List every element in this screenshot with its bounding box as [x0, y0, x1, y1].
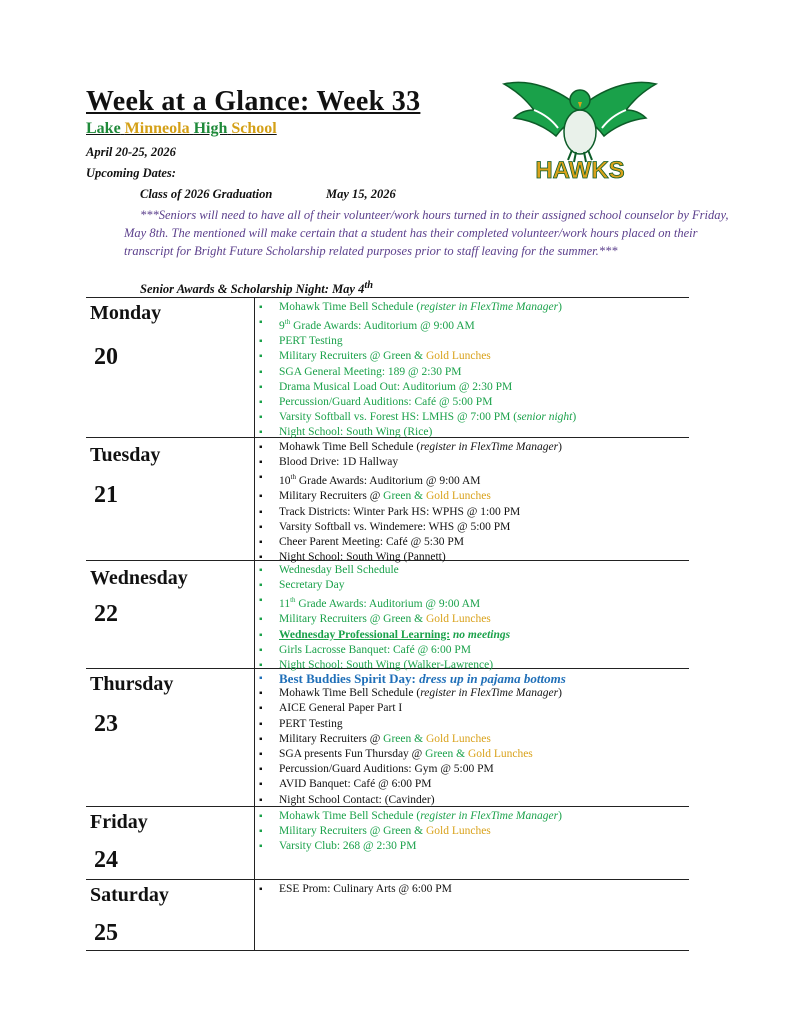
- event-item: ▪ PERT Testing: [259, 334, 689, 349]
- event-item: ▪ Military Recruiters @ Green & Gold Lunches: [259, 732, 689, 747]
- event-list: [255, 561, 689, 672]
- day-cell: [86, 561, 255, 668]
- day-row-wednesday: [86, 561, 689, 672]
- day-name: Thursday: [90, 673, 174, 695]
- seniors-note-text: ***Seniors will need to have all of their volunteer/work hours turned in to their assigned school counselor by Friday, May 8th. The mentioned will make certain that a student has their completed volunteer/work hours placed on their transcript for Bright Future Scholarship related purposes prior to staff leaving for the summer.***: [124, 208, 729, 258]
- day-number: 23: [94, 711, 118, 737]
- event-list: [255, 438, 689, 564]
- day-number: 24: [94, 847, 118, 873]
- event-item: ▪ Cheer Parent Meeting: Café @ 5:30 PM: [259, 535, 689, 550]
- day-name: Friday: [90, 811, 148, 833]
- school-name: [86, 120, 277, 138]
- day-cell: [86, 807, 255, 879]
- senior-awards-line: [140, 280, 373, 297]
- day-name: Wednesday: [90, 567, 188, 589]
- event-item: ▪ Military Recruiters @ Green & Gold Lunches: [259, 489, 689, 504]
- event-item: ▪ Best Buddies Spirit Day: dress up in pajama bottoms: [259, 671, 689, 686]
- graduation-line: [140, 187, 396, 202]
- event-item: ▪ Wednesday Bell Schedule: [259, 563, 689, 578]
- hawks-logo: [500, 70, 660, 188]
- event-item: ▪ Military Recruiters @ Green & Gold Lunches: [259, 349, 689, 364]
- event-item: ▪ Night School: South Wing (Pannett): [259, 550, 689, 565]
- event-list: [255, 807, 689, 879]
- day-cell: [86, 880, 255, 950]
- event-item: ▪ Blood Drive: 1D Hallway: [259, 455, 689, 470]
- event-item: ▪ Varsity Softball vs. Forest HS: LMHS @ 7:00 PM (senior night): [259, 410, 689, 425]
- page-title: Week at a Glance: Week 33: [86, 86, 421, 117]
- event-item: ▪ 10th Grade Awards: Auditorium @ 9:00 AM: [259, 470, 689, 489]
- event-item: ▪ Military Recruiters @ Green & Gold Lunches: [259, 824, 689, 839]
- event-item: ▪ ESE Prom: Culinary Arts @ 6:00 PM: [259, 882, 689, 897]
- day-name: Tuesday: [90, 444, 161, 466]
- event-item: ▪ Percussion/Guard Auditions: Gym @ 5:00 PM: [259, 762, 689, 777]
- event-item: ▪ Mohawk Time Bell Schedule (register in FlexTime Manager): [259, 686, 689, 701]
- day-number: 20: [94, 344, 118, 370]
- school-word-school: School: [231, 120, 277, 137]
- logo-text: HAWKS: [535, 157, 625, 184]
- day-row-monday: [86, 298, 689, 438]
- event-list: [255, 669, 689, 806]
- event-item: ▪ SGA presents Fun Thursday @ Green & Gold Lunches: [259, 747, 689, 762]
- event-item: ▪ 11th Grade Awards: Auditorium @ 9:00 AM: [259, 593, 689, 612]
- event-item: ▪ Military Recruiters @ Green & Gold Lunches: [259, 612, 689, 627]
- event-list: [255, 880, 689, 950]
- date-range: April 20-25, 2026: [86, 145, 176, 159]
- graduation-date: May 15, 2026: [326, 187, 396, 201]
- day-row-tuesday: [86, 438, 689, 564]
- event-item: ▪ Mohawk Time Bell Schedule (register in FlexTime Manager): [259, 809, 689, 824]
- day-row-thursday: [86, 669, 689, 807]
- event-item: ▪ 9th Grade Awards: Auditorium @ 9:00 AM: [259, 315, 689, 334]
- day-number: 25: [94, 920, 118, 946]
- upcoming-label: Upcoming Dates:: [86, 166, 176, 180]
- event-item: ▪ Night School: South Wing (Walker-Lawrence): [259, 658, 689, 673]
- event-item: ▪ Track Districts: Winter Park HS: WPHS @ 1:00 PM: [259, 505, 689, 520]
- senior-awards-sup: th: [364, 280, 374, 291]
- day-number: 21: [94, 482, 118, 508]
- event-list: [255, 298, 689, 437]
- day-row-saturday: [86, 880, 689, 950]
- school-word-high: High: [193, 120, 228, 137]
- event-item: ▪ Percussion/Guard Auditions: Café @ 5:00 PM: [259, 395, 689, 410]
- day-name: Monday: [90, 302, 162, 324]
- week-table: [86, 297, 689, 951]
- event-item: ▪ SGA General Meeting: 189 @ 2:30 PM: [259, 365, 689, 380]
- event-item: ▪ Night School: South Wing (Rice): [259, 425, 689, 440]
- graduation-label: Class of 2026 Graduation: [140, 187, 273, 201]
- event-item: ▪ Drama Musical Load Out: Auditorium @ 2:30 PM: [259, 380, 689, 395]
- event-item: ▪ Girls Lacrosse Banquet: Café @ 6:00 PM: [259, 643, 689, 658]
- school-word-lake: Lake: [86, 120, 121, 137]
- event-item: ▪ Varsity Club: 268 @ 2:30 PM: [259, 839, 689, 854]
- day-cell: [86, 298, 255, 437]
- seniors-note: [124, 206, 734, 260]
- day-number: 22: [94, 601, 118, 627]
- event-item: ▪ Mohawk Time Bell Schedule (register in FlexTime Manager): [259, 440, 689, 455]
- event-item: ▪ Night School Contact: (Cavinder): [259, 793, 689, 808]
- event-item: ▪ Wednesday Professional Learning: no meetings: [259, 628, 689, 643]
- event-item: ▪ Secretary Day: [259, 578, 689, 593]
- event-item: ▪ AICE General Paper Part I: [259, 701, 689, 716]
- event-item: ▪ PERT Testing: [259, 717, 689, 732]
- event-item: ▪ AVID Banquet: Café @ 6:00 PM: [259, 777, 689, 792]
- event-item: ▪ Varsity Softball vs. Windemere: WHS @ 5:00 PM: [259, 520, 689, 535]
- day-name: Saturday: [90, 884, 169, 906]
- event-item: ▪ Mohawk Time Bell Schedule (register in FlexTime Manager): [259, 300, 689, 315]
- senior-awards-label: Senior Awards & Scholarship Night: May 4: [140, 282, 365, 297]
- day-cell: [86, 669, 255, 806]
- school-word-minneola: Minneola: [124, 120, 190, 137]
- day-row-friday: [86, 807, 689, 880]
- day-cell: [86, 438, 255, 560]
